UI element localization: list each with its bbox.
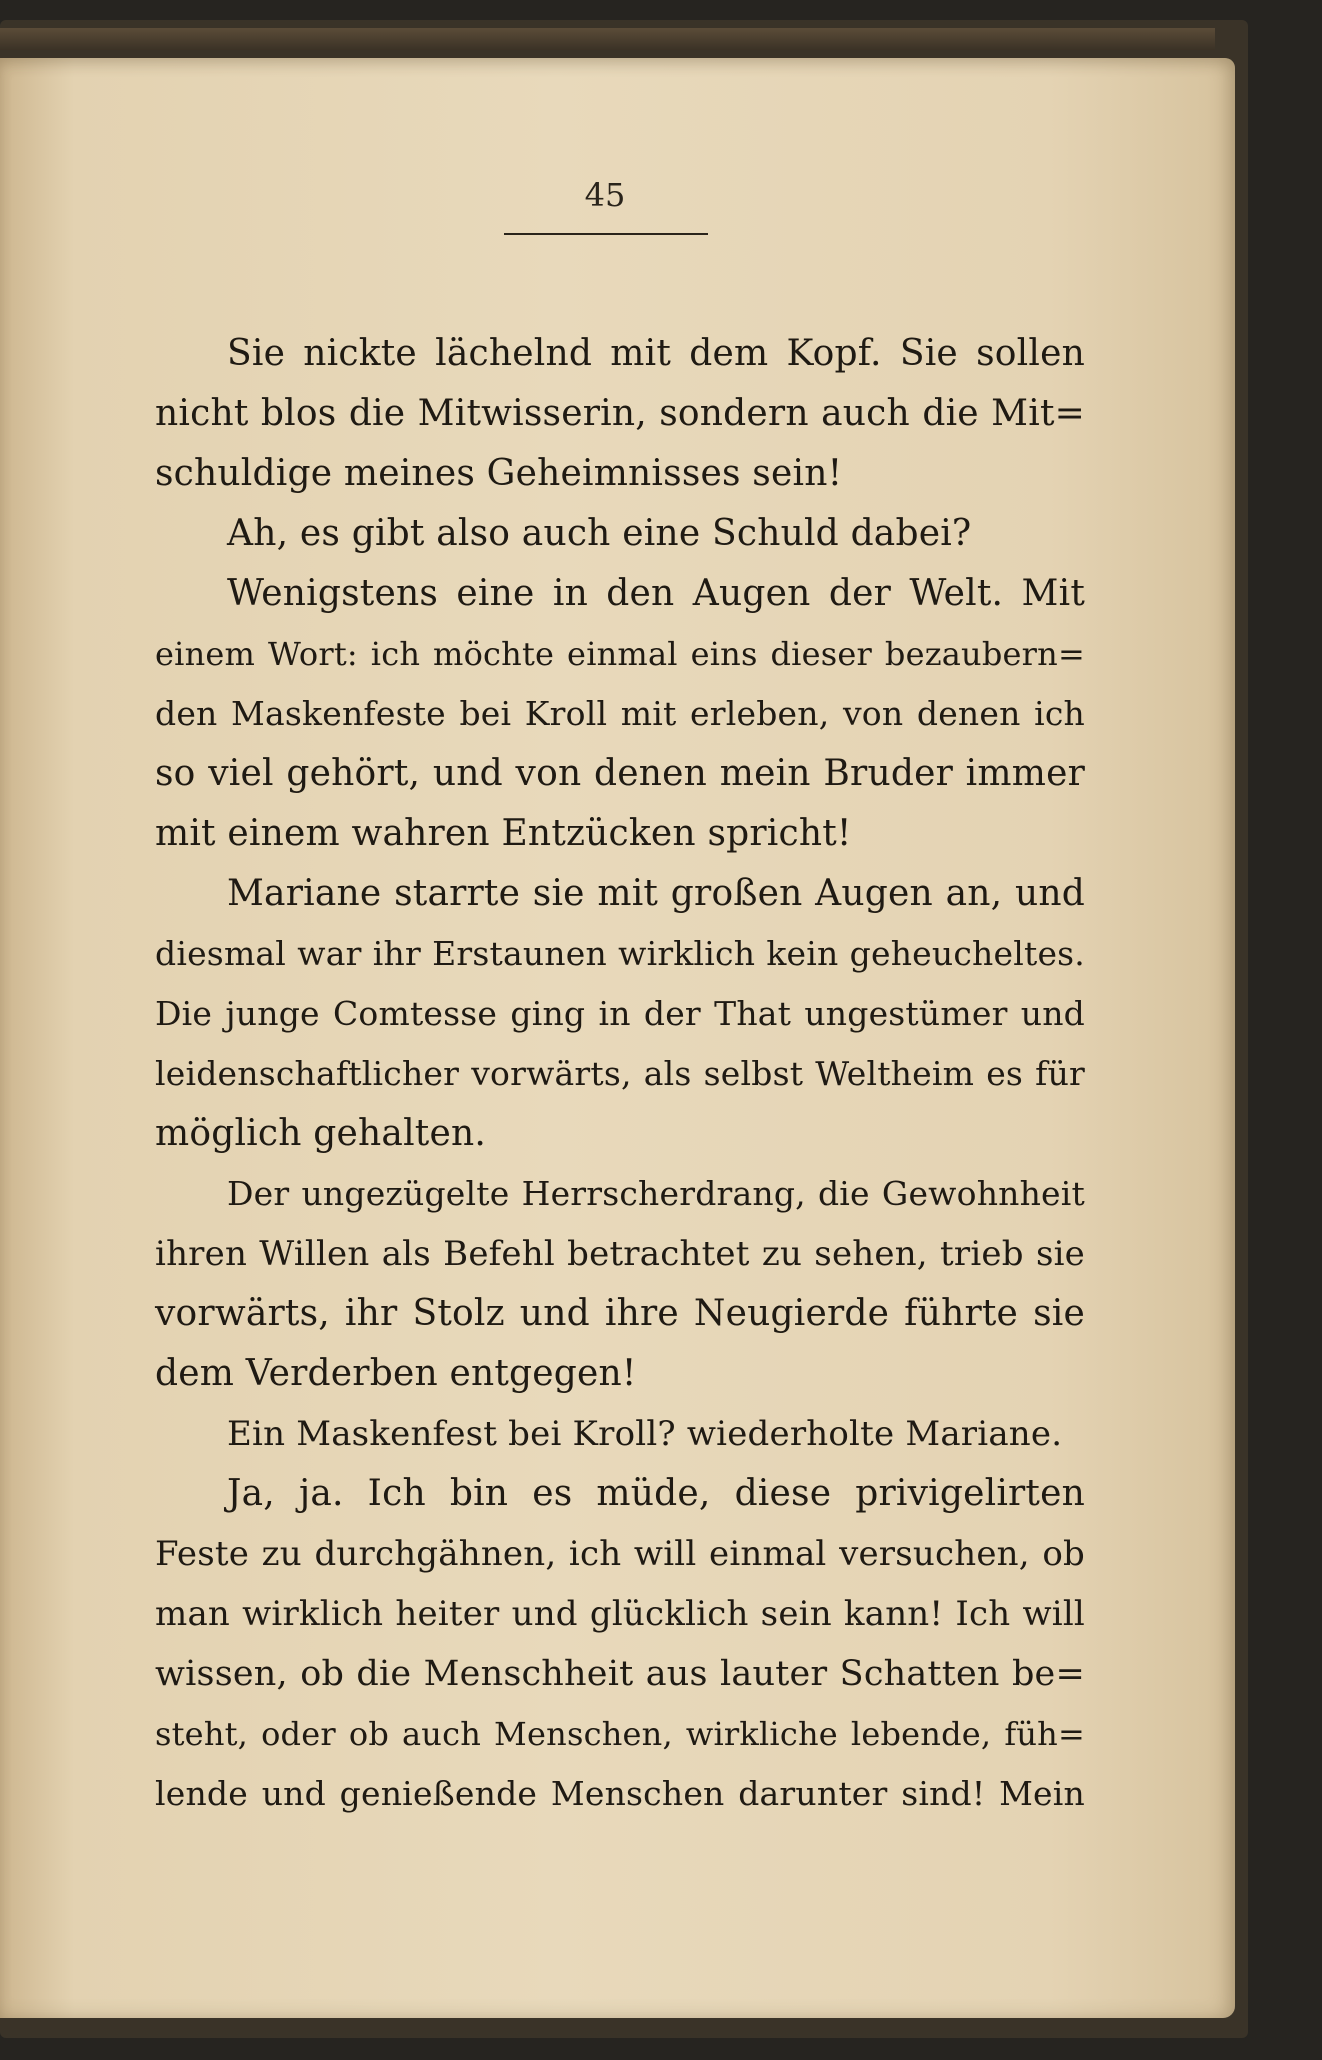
text-line: Mariane starrte sie mit großen Augen an, und: [227, 873, 1085, 914]
header-rule: [504, 233, 708, 235]
text-line: wissen, ob die Menschheit aus lauter Schatten be=: [155, 1654, 1085, 1694]
text-line: Feste zu durchgähnen, ich will einmal versuchen, ob: [155, 1534, 1085, 1574]
text-line: mit einem wahren Entzücken spricht!: [155, 813, 852, 854]
text-line: vorwärts, ihr Stolz und ihre Neugierde führte sie: [155, 1293, 1085, 1334]
text-line: den Maskenfeste bei Kroll mit erleben, von denen ich: [155, 694, 1085, 733]
text-line: dem Verderben entgegen!: [155, 1353, 637, 1394]
book-page: [0, 58, 1235, 2018]
text-line: Wenigstens eine in den Augen der Welt. Mit: [227, 573, 1085, 614]
text-line: Die junge Comtesse ging in der That ungestümer und: [155, 994, 1085, 1033]
body-text: [155, 324, 1085, 1824]
text-line: möglich gehalten.: [155, 1113, 486, 1154]
text-line: Der ungezügelte Herrscherdrang, die Gewohnheit: [227, 1174, 1085, 1213]
text-line: leidenschaftlicher vorwärts, als selbst Weltheim es für: [155, 1054, 1085, 1093]
text-line: diesmal war ihr Erstaunen wirklich kein geheucheltes.: [155, 934, 1085, 973]
text-line: steht, oder ob auch Menschen, wirkliche lebende, füh=: [155, 1715, 1085, 1753]
text-line: einem Wort: ich möchte einmal eins dieser bezaubern=: [155, 635, 1085, 673]
text-line: man wirklich heiter und glücklich sein kann! Ich will: [155, 1594, 1085, 1634]
text-line: ihren Willen als Befehl betrachtet zu sehen, trieb sie: [155, 1234, 1085, 1274]
book-cover-edge: [0, 28, 1215, 50]
text-line: Ein Maskenfest bei Kroll? wiederholte Mariane.: [227, 1414, 1063, 1454]
page-number: 45: [584, 176, 626, 214]
text-line: Sie nickte lächelnd mit dem Kopf. Sie sollen: [227, 333, 1085, 374]
text-line: Ah, es gibt also auch eine Schuld dabei?: [227, 513, 972, 554]
text-line: so viel gehört, und von denen mein Bruder immer: [155, 753, 1085, 794]
text-line: nicht blos die Mitwisserin, sondern auch die Mit=: [155, 393, 1085, 434]
text-line: lende und genießende Menschen darunter sind! Mein: [155, 1774, 1085, 1813]
text-line: Ja, ja. Ich bin es müde, diese privigelirten: [227, 1473, 1085, 1514]
text-line: schuldige meines Geheimnisses sein!: [155, 453, 843, 494]
